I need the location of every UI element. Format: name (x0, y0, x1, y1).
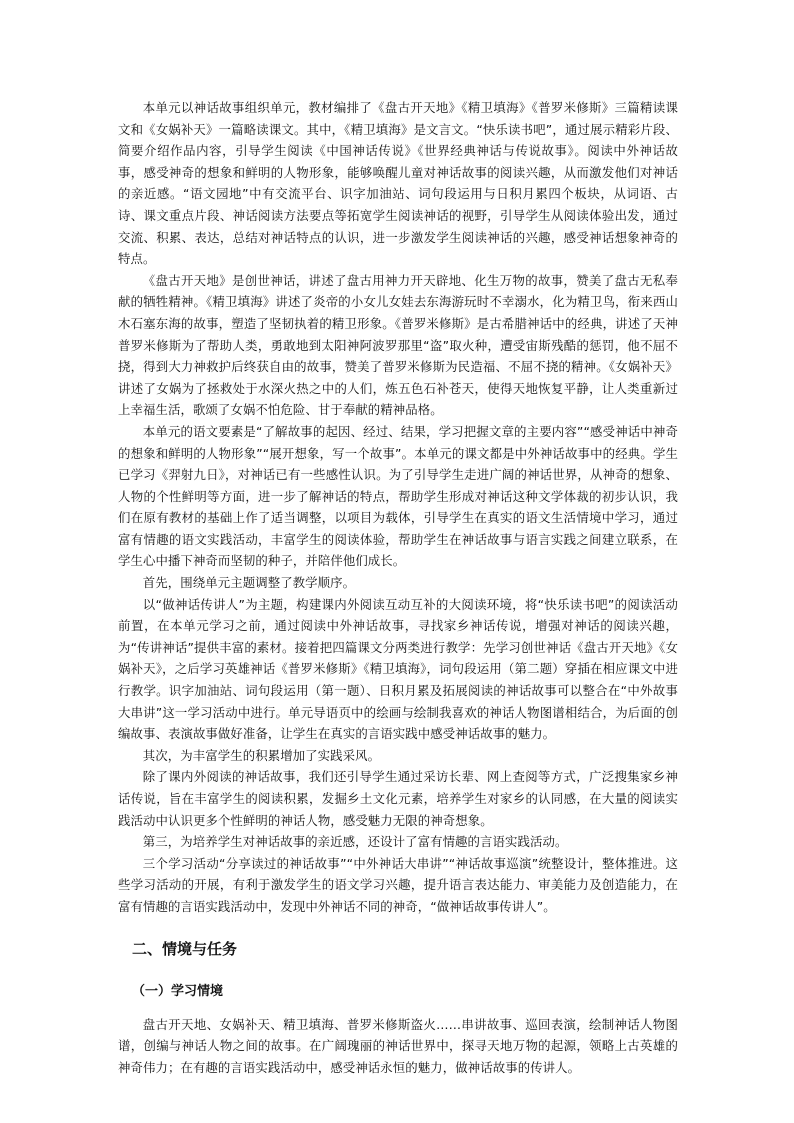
body-paragraph-teaching-order: 以“做神话传讲人”为主题，构建课内外阅读互动互补的大阅读环境，将“快乐读书吧”的阅读活动前置，在本单元学习之前，通过阅读中外神话故事，寻找家乡神话传说，增强对神话的阅读兴趣，为“传讲神话”提供丰富的素材。接着把四篇课文分两类进行教学：先学习创世神话《盘古开天地》《女娲补天》，之后学习英雄神话《普罗米修斯》《精卫填海》，词句段运用（第二题）穿插在相应课文中进行教学。识字加油站、词句段运用（第一题）、日积月累及拓展阅读的神话故事可以整合在“中外故事大串讲”这一学习活动中进行。单元导语页中的绘画与绘制我喜欢的神话人物图谱相结合，为后面的创编故事、表演故事做好准备，让学生在真实的言语实践中感受神话故事的魅力。 (118, 596, 678, 742)
body-paragraph-field-collection: 除了课内外阅读的神话故事，我们还引导学生通过采访长辈、网上查阅等方式，广泛搜集家乡神话传说，旨在丰富学生的阅读积累，发掘乡土文化元素，培养学生对家乡的认同感，在大量的阅读实践活动中认识更多个性鲜明的神话人物，感受魅力无限的神奇想象。 (118, 769, 678, 828)
body-paragraph-texts-summary: 《盘古开天地》是创世神话，讲述了盘古用神力开天辟地、化生万物的故事，赞美了盘古无私奉献的牺牲精神。《精卫填海》讲述了炎帝的小女儿女娃去东海游玩时不幸溺水，化为精卫鸟，衔来西山木石塞东海的故事，塑造了坚韧执着的精卫形象。《普罗米修斯》是古希腊神话中的经典，讲述了天神普罗米修斯为了帮助人类，勇敢地到太阳神阿波罗那里“盗”取火种，遭受宙斯残酷的惩罚，他不屈不挠，得到大力神救护后终获自由的故事，赞美了普罗米修斯为民造福、不屈不挠的精神。《女娲补天》讲述了女娲为了拯救处于水深火热之中的人们，炼五色石补苍天，使得天地恢复平静，让人类重新过上幸福生活，歌颂了女娲不怕危险、甘于奉献的精神品格。 (118, 272, 678, 418)
body-paragraph-first-point: 首先，围绕单元主题调整了教学顺序。 (142, 575, 356, 591)
body-paragraph-language-elements: 本单元的语文要素是“了解故事的起因、经过、结果，学习把握文章的主要内容”“感受神话中神奇的想象和鲜明的人物形象”“展开想象，写一个故事”。本单元的课文都是中外神话故事中的经典。学生已学习《羿射九日》，对神话已有一些感性认识。为了引导学生走进广阔的神话世界，从神奇的想象、人物的个性鲜明等方面，进一步了解神话的特点，帮助学生形成对神话这种文学体裁的初步认识，我们在原有教材的基础上作了适当调整，以项目为载体，引导学生在真实的语文生活情境中学习，通过富有情趣的语文实践活动，丰富学生的阅读体验，帮助学生在神话故事与语言实践之间建立联系，在学生心中播下神奇而坚韧的种子，并陪伴他们成长。 (118, 423, 678, 569)
document-page (118, 97, 678, 1078)
subsection-heading: （一）学习情境 (132, 983, 224, 999)
body-paragraph-learning-activities: 三个学习活动“分享读过的神话故事”“中外神话大串讲”“神话故事巡演”统整设计，整体推进。这些学习活动的开展，有利于激发学生的语文学习兴趣，提升语言表达能力、审美能力及创造能力，在富有情趣的言语实践活动中，发现中外神话不同的神奇，“做神话故事传讲人”。 (118, 855, 678, 914)
body-paragraph-learning-situation: 盘古开天地、女娲补天、精卫填海、普罗米修斯盗火……串讲故事、巡回表演，绘制神话人物图谱，创编与神话人物之间的故事。在广阔瑰丽的神话世界中，探寻天地万物的起源，领略上古英雄的神奇伟力；在有趣的言语实践活动中，感受神话永恒的魅力，做神话故事的传讲人。 (118, 1016, 678, 1075)
section-heading: 二、情境与任务 (132, 939, 238, 958)
body-paragraph-third-point: 第三，为培养学生对神话故事的亲近感，还设计了富有情趣的言语实践活动。 (142, 834, 568, 850)
body-paragraph-second-point: 其次，为丰富学生的积累增加了实践采风。 (142, 747, 381, 763)
body-paragraph-unit-overview: 本单元以神话故事组织单元，教材编排了《盘古开天地》《精卫填海》《普罗米修斯》三篇精读课文和《女娲补天》一篇略读课文。其中，《精卫填海》是文言文。“快乐读书吧”，通过展示精彩片段、简要介绍作品内容，引导学生阅读《中国神话传说》《世界经典神话与传说故事》。阅读中外神话故事，感受神奇的想象和鲜明的人物形象，能够唤醒儿童对神话故事的阅读兴趣，从而激发他们对神话的亲近感。“语文园地”中有交流平台、识字加油站、词句段运用与日积月累四个板块，从词语、古诗、课文重点片段、神话阅读方法要点等拓宽学生阅读神话的视野，引导学生从阅读体验出发，通过交流、积累、表达，总结对神话特点的认识，进一步激发学生阅读神话的兴趣，感受神话想象神奇的特点。 (118, 100, 678, 267)
